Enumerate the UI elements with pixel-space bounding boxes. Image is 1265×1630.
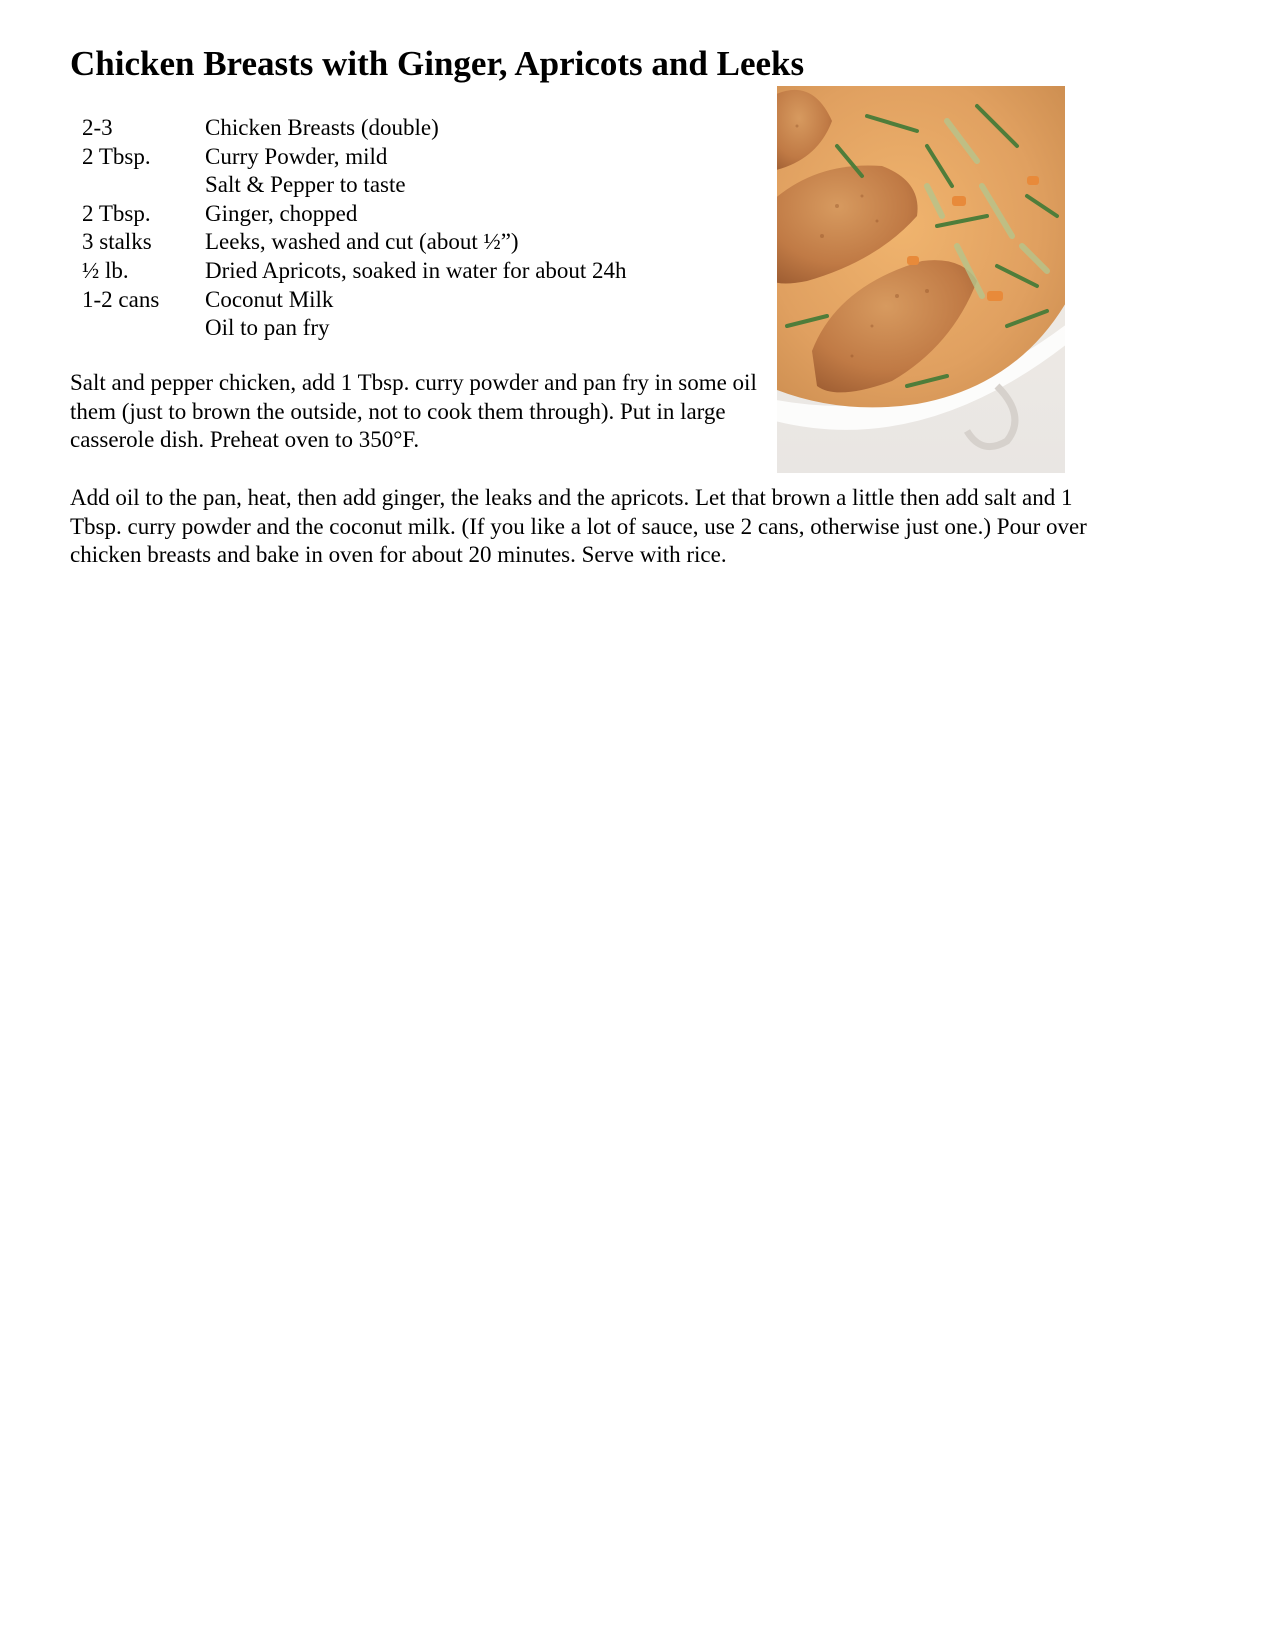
ingredient-row [82, 171, 627, 200]
ingredient-row [82, 286, 627, 315]
ingredient-quantity: 2 Tbsp. [82, 143, 151, 169]
ingredient-name: Curry Powder, mild [205, 143, 388, 169]
ingredient-row [82, 257, 627, 286]
ingredient-list [82, 114, 627, 343]
ingredient-row [82, 228, 627, 257]
ingredient-quantity: 1-2 cans [82, 286, 160, 312]
ingredient-quantity: 2 Tbsp. [82, 200, 151, 226]
dish-photo-icon [777, 86, 1065, 473]
instruction-paragraph-2: Add oil to the pan, heat, then add ginger, the leaks and the apricots. Let that brown a little then add salt and 1 Tbsp. curry powder and the coconut milk. (If you like a lot of sauce, use 2 cans, otherwise just one.) Pour over chicken breasts and bake in oven for about 20 minutes. Serve with rice. [70, 485, 1087, 568]
dish-photo [777, 86, 1065, 473]
ingredient-quantity [82, 314, 205, 343]
ingredient-name: Salt & Pepper to taste [205, 172, 406, 198]
ingredient-name: Chicken Breasts (double) [205, 115, 439, 140]
ingredient-quantity: 3 stalks [82, 229, 152, 255]
ingredient-row [82, 114, 627, 143]
ingredient-name: Dried Apricots, soaked in water for about 24h [205, 257, 627, 283]
recipe-title: Chicken Breasts with Ginger, Apricots and Leeks [70, 44, 805, 83]
ingredient-row [82, 143, 627, 172]
ingredient-row [82, 200, 627, 229]
ingredient-quantity [82, 171, 205, 200]
instruction-paragraph-1: Salt and pepper chicken, add 1 Tbsp. curry powder and pan fry in some oil them (just to brown the outside, not to cook them through). Put in large casserole dish. Preheat oven to 350°F. [70, 370, 757, 453]
ingredient-quantity: ½ lb. [82, 257, 129, 283]
ingredient-name: Oil to pan fry [205, 315, 330, 341]
ingredient-name: Coconut Milk [205, 286, 334, 312]
ingredient-row [82, 314, 627, 343]
ingredient-name: Leeks, washed and cut (about ½”) [205, 229, 519, 255]
ingredient-name: Ginger, chopped [205, 200, 358, 226]
ingredient-quantity: 2-3 [82, 115, 113, 140]
